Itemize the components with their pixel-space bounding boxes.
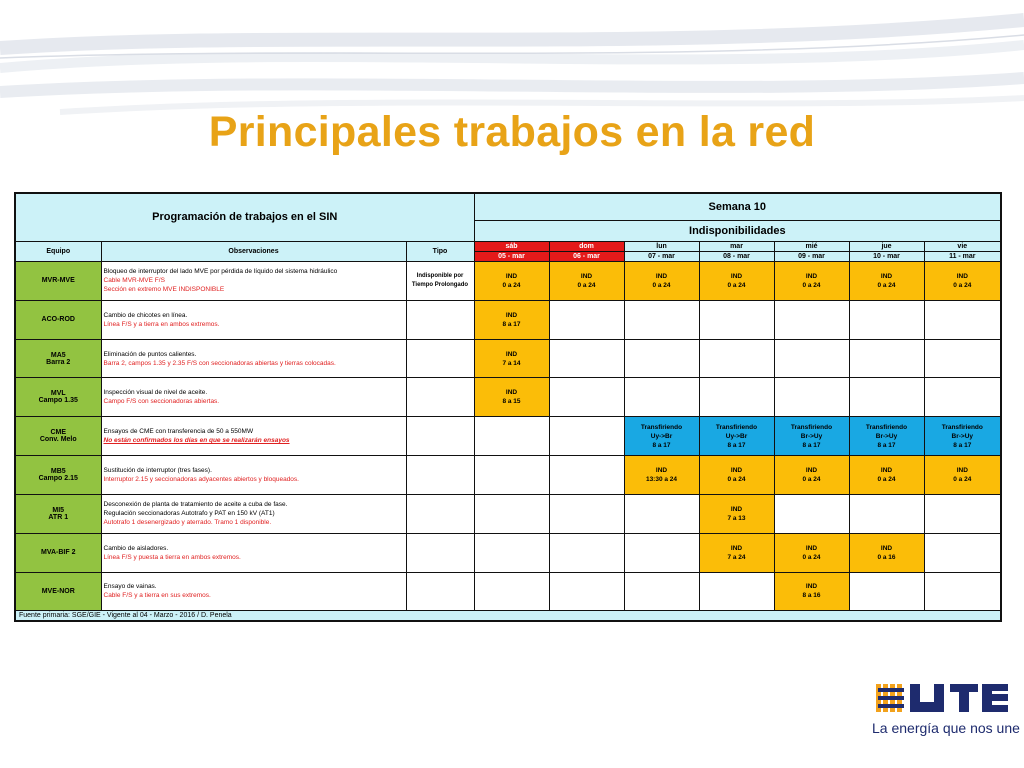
day-name-1: dom xyxy=(549,241,624,251)
cell-text: IND xyxy=(805,544,818,552)
day-name-5: jue xyxy=(849,241,924,251)
cell-text: IND xyxy=(655,467,668,475)
equipment-cell xyxy=(15,533,101,572)
observation-line: Cambio de chicotes en línea. xyxy=(103,311,188,319)
cell-text: IND xyxy=(580,272,593,280)
unavailability-cell xyxy=(849,456,924,495)
observation-line: Interruptor 2.15 y seccionadoras adyacentes abiertos y bloqueados. xyxy=(103,476,299,484)
equipment-label: MI5 xyxy=(52,506,65,514)
observations-cell xyxy=(101,533,406,572)
empty-day-cell xyxy=(774,300,849,339)
equipment-cell xyxy=(15,262,101,301)
day-date-5: 10 - mar xyxy=(849,251,924,261)
observation-line: Ensayos de CME con transferencia de 50 a 550MW xyxy=(103,428,254,436)
empty-day-cell xyxy=(624,339,699,378)
empty-day-cell xyxy=(474,494,549,533)
cell-text: Br->Uy xyxy=(800,432,823,440)
table-title: Programación de trabajos en el SIN xyxy=(15,193,474,241)
cell-text: IND xyxy=(730,467,743,475)
equipment-label: MA5 xyxy=(50,351,66,359)
transfer-cell xyxy=(699,417,774,456)
transfer-cell xyxy=(774,417,849,456)
empty-day-cell xyxy=(549,572,624,611)
unavailability-cell xyxy=(474,378,549,417)
cell-text: 7 a 24 xyxy=(727,553,746,561)
observation-line: Línea F/S y a tierra en ambos extremos. xyxy=(103,320,220,328)
cell-text: IND xyxy=(505,272,518,280)
cell-text: IND xyxy=(956,272,968,280)
empty-day-cell xyxy=(549,378,624,417)
table-row xyxy=(15,417,1001,456)
cell-text: IND xyxy=(505,311,518,319)
cell-text: 0 a 24 xyxy=(727,281,746,289)
empty-day-cell xyxy=(849,300,924,339)
observation-line: Ensayo de vainas. xyxy=(103,583,157,591)
empty-day-cell xyxy=(774,378,849,417)
unavailability-cell xyxy=(699,456,774,495)
cell-text: 8 a 15 xyxy=(502,398,521,406)
cell-text: IND xyxy=(880,272,893,280)
unavailability-cell xyxy=(699,494,774,533)
empty-day-cell xyxy=(849,572,924,611)
unavailability-cell xyxy=(849,533,924,572)
empty-day-cell xyxy=(624,300,699,339)
day-name-2: lun xyxy=(624,241,699,251)
cell-text: 7 a 13 xyxy=(727,514,746,522)
cell-text: 8 a 17 xyxy=(877,441,896,449)
tipo-cell xyxy=(406,417,474,456)
observation-line: Autotrafo 1 desenergizado y aterrado. Tramo 1 disponible. xyxy=(103,519,272,527)
empty-day-cell xyxy=(624,572,699,611)
observations-cell xyxy=(101,417,406,456)
observations-cell xyxy=(101,456,406,495)
empty-day-cell xyxy=(474,456,549,495)
unavailability-cell xyxy=(474,262,549,301)
empty-day-cell xyxy=(924,533,1001,572)
observation-line: Sección en extremo MVE INDISPONIBLE xyxy=(103,286,225,294)
empty-day-cell xyxy=(624,533,699,572)
col-header-equipo: Equipo xyxy=(15,241,101,261)
cell-text: 0 a 24 xyxy=(502,281,521,289)
empty-day-cell xyxy=(474,533,549,572)
table-row xyxy=(15,572,1001,611)
cell-text: 8 a 16 xyxy=(802,592,821,600)
tipo-cell xyxy=(406,456,474,495)
observations-cell xyxy=(101,300,406,339)
observation-line: Inspección visual de nivel de aceite. xyxy=(103,389,208,397)
equipment-label: Barra 2 xyxy=(46,358,71,366)
source-footer: Fuente primaria: SGE/GIE - Vigente al 04 - Marzo - 2016 / D. Penela xyxy=(15,611,1001,621)
equipment-cell xyxy=(15,417,101,456)
empty-day-cell xyxy=(924,378,1001,417)
equipment-cell xyxy=(15,300,101,339)
tipo-cell xyxy=(406,378,474,417)
unavailability-cell xyxy=(849,262,924,301)
cell-text: Transfiriendo xyxy=(790,423,833,431)
equipment-cell xyxy=(15,456,101,495)
empty-day-cell xyxy=(699,300,774,339)
empty-day-cell xyxy=(624,378,699,417)
cell-text: IND xyxy=(956,467,968,475)
week-label: Semana 10 xyxy=(474,193,1001,220)
equipment-label: MVR-MVE xyxy=(41,277,75,285)
equipment-label: MVA-BIF 2 xyxy=(41,549,76,557)
cell-text: 8 a 17 xyxy=(802,441,821,449)
observation-line: Cable F/S y a tierra en sus extremos. xyxy=(103,592,211,600)
col-header-tipo: Tipo xyxy=(406,241,474,261)
equipment-label: Campo 1.35 xyxy=(38,397,78,405)
table-row xyxy=(15,533,1001,572)
observation-line: Línea F/S y puesta a tierra en ambos extremos. xyxy=(103,553,241,561)
unavailability-cell xyxy=(699,262,774,301)
equipment-cell xyxy=(15,378,101,417)
cell-text: 0 a 24 xyxy=(953,281,972,289)
day-name-6: vie xyxy=(924,241,1001,251)
unavailability-cell xyxy=(699,533,774,572)
day-date-4: 09 - mar xyxy=(774,251,849,261)
observations-cell xyxy=(101,262,406,301)
day-name-0: sáb xyxy=(474,241,549,251)
ute-logo xyxy=(876,682,1008,714)
equipment-label: MB5 xyxy=(50,468,66,476)
empty-day-cell xyxy=(849,339,924,378)
col-header-observaciones: Observaciones xyxy=(101,241,406,261)
cell-text: IND xyxy=(805,583,818,591)
table-row xyxy=(15,494,1001,533)
empty-day-cell xyxy=(549,417,624,456)
day-date-0: 05 - mar xyxy=(474,251,549,261)
section-label: Indisponibilidades xyxy=(474,220,1001,241)
tipo-cell xyxy=(406,494,474,533)
empty-day-cell xyxy=(849,494,924,533)
day-date-3: 08 - mar xyxy=(699,251,774,261)
empty-day-cell xyxy=(924,494,1001,533)
observation-line: Cable MVR-MVE F/S xyxy=(103,277,165,285)
table-row xyxy=(15,262,1001,301)
cell-text: IND xyxy=(805,467,818,475)
empty-day-cell xyxy=(774,494,849,533)
equipment-cell xyxy=(15,494,101,533)
tipo-cell xyxy=(406,339,474,378)
equipment-label: MVL xyxy=(50,390,66,398)
tipo-cell xyxy=(406,262,474,301)
cell-text: 8 a 17 xyxy=(953,441,972,449)
cell-text: Uy->Br xyxy=(725,432,748,440)
tipo-cell xyxy=(406,300,474,339)
cell-text: Transfiriendo xyxy=(640,423,683,431)
cell-text: 13:30 a 24 xyxy=(645,476,678,484)
table-row xyxy=(15,300,1001,339)
schedule-table xyxy=(14,192,1002,622)
transfer-cell xyxy=(624,417,699,456)
transfer-cell xyxy=(849,417,924,456)
day-date-2: 07 - mar xyxy=(624,251,699,261)
table-row xyxy=(15,456,1001,495)
brand-tagline: La energía que nos une xyxy=(872,720,1020,736)
observation-line: Bloqueo de interruptor del lado MVE por pérdida de líquido del sistema hidráulico xyxy=(103,268,338,276)
equipment-label: CME xyxy=(50,429,67,437)
cell-text: 0 a 24 xyxy=(802,281,821,289)
equipment-label: Campo 2.15 xyxy=(38,475,78,483)
equipment-label: Conv. Melo xyxy=(39,436,77,444)
empty-day-cell xyxy=(624,494,699,533)
cell-text: Uy->Br xyxy=(650,432,673,440)
table-row xyxy=(15,339,1001,378)
cell-text: 7 a 14 xyxy=(502,359,521,367)
unavailability-cell xyxy=(774,533,849,572)
cell-text: 0 a 24 xyxy=(577,281,596,289)
equipment-label: ACO-ROD xyxy=(41,316,75,324)
observations-cell xyxy=(101,339,406,378)
transfer-cell xyxy=(924,417,1001,456)
empty-day-cell xyxy=(549,339,624,378)
slide-title: Principales trabajos en la red xyxy=(208,108,816,156)
cell-text: 8 a 17 xyxy=(727,441,746,449)
cell-text: 0 a 24 xyxy=(877,281,896,289)
empty-day-cell xyxy=(924,572,1001,611)
unavailability-cell xyxy=(774,456,849,495)
unavailability-cell xyxy=(549,262,624,301)
day-date-1: 06 - mar xyxy=(549,251,624,261)
tipo-label: Tiempo Prolongado xyxy=(411,281,469,288)
unavailability-cell xyxy=(624,456,699,495)
empty-day-cell xyxy=(774,339,849,378)
cell-text: 0 a 24 xyxy=(802,476,821,484)
cell-text: 0 a 16 xyxy=(877,553,896,561)
cell-text: IND xyxy=(505,350,518,358)
unavailability-cell xyxy=(924,262,1001,301)
empty-day-cell xyxy=(924,339,1001,378)
empty-day-cell xyxy=(549,456,624,495)
cell-text: IND xyxy=(730,505,743,513)
observation-line: Barra 2, campos 1.35 y 2.35 F/S con seccionadoras abiertas y tierras colocadas. xyxy=(103,359,336,367)
empty-day-cell xyxy=(699,378,774,417)
cell-text: 0 a 24 xyxy=(953,476,972,484)
day-name-3: mar xyxy=(699,241,774,251)
observation-line: Cambio de aisladores. xyxy=(103,544,169,552)
empty-day-cell xyxy=(549,533,624,572)
observation-line: No están confirmados los días en que se realizarán ensayos xyxy=(103,437,290,445)
cell-text: Br->Uy xyxy=(875,432,898,440)
cell-text: Br->Uy xyxy=(951,432,974,440)
empty-day-cell xyxy=(924,300,1001,339)
observations-cell xyxy=(101,378,406,417)
observations-cell xyxy=(101,572,406,611)
equipment-cell xyxy=(15,572,101,611)
empty-day-cell xyxy=(549,300,624,339)
tipo-cell xyxy=(406,572,474,611)
observation-line: Campo F/S con seccionadoras abiertas. xyxy=(103,398,220,406)
observation-line: Eliminación de puntos calientes. xyxy=(103,350,197,358)
observations-cell xyxy=(101,494,406,533)
cell-text: 0 a 24 xyxy=(652,281,671,289)
empty-day-cell xyxy=(849,378,924,417)
equipment-label: MVE-NOR xyxy=(41,587,75,595)
cell-text: IND xyxy=(805,272,818,280)
unavailability-cell xyxy=(774,572,849,611)
cell-text: Transfiriendo xyxy=(715,423,758,431)
tipo-label: Indisponible por xyxy=(416,272,464,279)
day-date-6: 11 - mar xyxy=(924,251,1001,261)
day-name-4: mié xyxy=(774,241,849,251)
cell-text: IND xyxy=(880,544,893,552)
observation-line: Regulación seccionadoras Autotrafo y PAT en 150 kV (AT1) xyxy=(103,510,275,518)
equipment-cell xyxy=(15,339,101,378)
empty-day-cell xyxy=(699,572,774,611)
cell-text: 8 a 17 xyxy=(502,320,521,328)
cell-text: IND xyxy=(505,389,518,397)
unavailability-cell xyxy=(624,262,699,301)
cell-text: IND xyxy=(730,272,743,280)
cell-text: 0 a 24 xyxy=(727,476,746,484)
cell-text: Transfiriendo xyxy=(941,423,983,431)
unavailability-cell xyxy=(774,262,849,301)
observation-line: Desconexión de planta de tratamiento de aceite a cuba de fase. xyxy=(103,501,288,509)
cell-text: IND xyxy=(880,467,893,475)
cell-text: IND xyxy=(730,544,743,552)
cell-text: IND xyxy=(655,272,668,280)
cell-text: 0 a 24 xyxy=(877,476,896,484)
cell-text: Transfiriendo xyxy=(865,423,908,431)
cell-text: 8 a 17 xyxy=(652,441,671,449)
empty-day-cell xyxy=(474,572,549,611)
table-row xyxy=(15,378,1001,417)
empty-day-cell xyxy=(699,339,774,378)
empty-day-cell xyxy=(474,417,549,456)
unavailability-cell xyxy=(924,456,1001,495)
observation-line: Sustitución de interruptor (tres fases). xyxy=(103,467,212,475)
unavailability-cell xyxy=(474,339,549,378)
equipment-label: ATR 1 xyxy=(48,513,69,521)
cell-text: 0 a 24 xyxy=(802,553,821,561)
unavailability-cell xyxy=(474,300,549,339)
empty-day-cell xyxy=(549,494,624,533)
tipo-cell xyxy=(406,533,474,572)
